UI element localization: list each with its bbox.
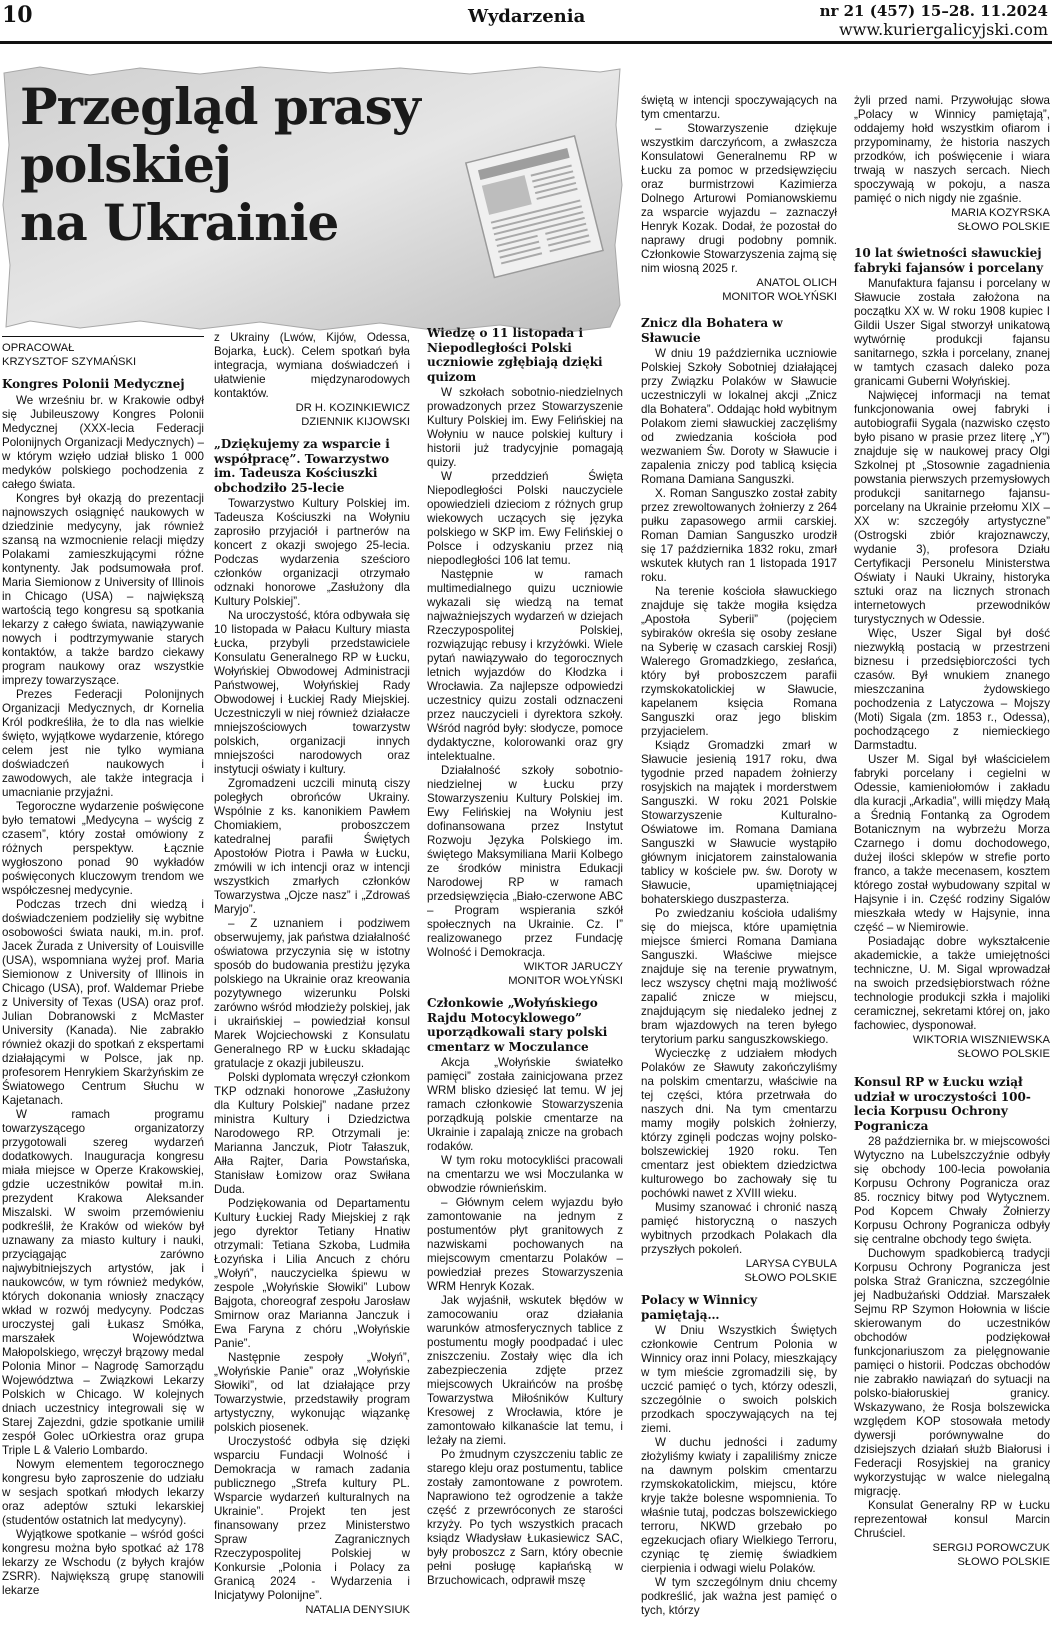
signature: LARYSA CYBULA <box>745 1258 837 1270</box>
column-1 <box>2 336 204 1598</box>
article-heading: 10 lat świetności sławuckiej fabryki fajansów i porcelany <box>854 246 1044 275</box>
article-heading: Członkowie „Wołyńskiego Rajdu Motocyklowego” uporządkowali stary polski cmentarz w Moczulance <box>427 996 608 1054</box>
signature-source: DZIENNIK KIJOWSKI <box>301 416 410 428</box>
signature-source: SŁOWO POLSKIE <box>957 1048 1050 1060</box>
signature: DR H. KOZINKIEWICZ <box>295 402 410 414</box>
article-heading: Kongres Polonii Medycznej <box>2 377 185 391</box>
paragraph: Na terenie kościoła sławuckiego znajduje się także mogiła księdza „Apostoła Syberii” (pojęciem sybiraków określa się osoby zesłane na Syberię w czasach carskiej Rosji) Walerego Gromadzkiego, zesłańca, który był proboszczem parafii rzymskokatolickiej w Sławucie, kapelanem księcia Romana Sanguszki oraz jego bliskim przyjacielem. <box>641 585 837 738</box>
newspaper-icon <box>458 130 608 280</box>
article-heading: Polacy w Winnicy pamiętają… <box>641 1293 758 1322</box>
column-3 <box>427 326 623 1588</box>
paragraph: Jak wyjaśnił, wskutek błędów w zamocowaniu oraz działania warunków atmosferycznych tablice z postumentu mogły poodpadać i ulec zniszczeniu. Zostały więc dla ich zabezpieczenia zdjęte przez miejscowych Ukraińców na prośbę Towarzystwa Miłośników Kultury Kresowej z Wrocławia, które je zamontowało kilkanaście lat temu, i leżały na ziemi. <box>427 1294 623 1447</box>
paragraph: X. Roman Sanguszko został zabity przez zrewoltowanych żołnierzy z 264 pułku zapasowego armii carskiej. Roman Damian Sanguszko urodził się 17 października 1832 roku, zmarł wskutek kłutych ran 1 listopada 1917 roku. <box>641 487 837 584</box>
signature-source: SŁOWO POLSKIE <box>744 1272 837 1284</box>
article-heading: Znicz dla Bohatera w Sławucie <box>641 316 783 345</box>
paragraph: Towarzystwo Kultury Polskiej im. Tadeusza Kościuszki na Wołyniu zaprosiło przyjaciół i partnerów na koncert z okazji swojego 25-lecia. Podczas wydarzenia sześcioro członków organizacji otrzymało odznaki honorowe „Zasłużony dla Kultury Polskiej”. <box>214 497 410 608</box>
byline-author: KRZYSZTOF SZYMAŃSKI <box>2 356 137 368</box>
paragraph: Konsulat Generalny RP w Łucku reprezentował konsul Marcin Chruściel. <box>854 1499 1050 1540</box>
paragraph: Następnie w ramach multimedialnego quizu uczniowie wykazali się wiedzą na temat najważniejszych wydarzeń w dziejach Rzeczypospolitej Polskiej, rozwiązując rebusy i krzyżówki. Wiele pytań nawiązywało do tegorocznych letnich wyjazdów do Kłodzka i Wrocławia. Za najlepsze odpowiedzi uczestnicy quizu zostali odznaczeni przez nauczycieli i dyrektora szkoły. Wśród nagród były: słodycze, pomoce dydaktyczne, kolorowanki oraz gry intelektualne. <box>427 568 623 763</box>
paragraph: Następnie zespoły „Wołyń”, „Wołyńskie Panie” oraz „Wołyńskie Słowiki”, od lat działające przy Towarzystwie, przedstawiły program artystyczny, wykonując wiązankę polskich piosenek. <box>214 1351 410 1434</box>
signature: WIKTOR JARUCZY <box>523 961 623 973</box>
signature: MARIA KOZYRSKA <box>951 207 1050 219</box>
byline <box>2 336 204 369</box>
signature-source: MONITOR WOŁYŃSKI <box>508 975 623 987</box>
paragraph: żyli przed nami. Przywołując słowa „Polacy w Winnicy pamiętają”, oddajemy hołd wszystkim ofiarom i przypominamy, że historia naszych przodków, ich poświęcenie i wiara trwają w naszych sercach. Niech spoczywają w pokoju, a nasza pamięć o nich nigdy nie zgaśnie. <box>854 94 1050 205</box>
paragraph: Po żmudnym czyszczeniu tablic ze starego kleju oraz postumentu, tablice zostały zamontowane z powrotem. Naprawiono też ogrodzenie a także część z przewróconych ze starości krzyży. Po tych wszystkich pracach ksiądz Władysław Łukasiewicz SAC, były proboszcz z Sarn, który obecnie pełni posługę kapłańską w Brzuchowicach, odprawił mszę <box>427 1448 623 1587</box>
paragraph: – Z uznaniem i podziwem obserwujemy, jak państwa działalność oświatowa przyczynia się w istotny sposób do budowania prestiżu języka polskiego na Ukrainie oraz kreowania pozytywnego wizerunku Polski zarówno wśród młodzieży polskiej, jak i ukraińskiej – powiedział konsul Marek Wojciechowski z Konsulatu Generalnego RP w Łucku składając gratulacje z okazji jubileuszu. <box>214 917 410 1070</box>
title-line-2: polskiej <box>20 135 231 194</box>
page-title <box>20 78 440 252</box>
paragraph: Podziękowania od Departamentu Kultury Łuckiej Rady Miejskiej z rąk jego dyrektor Tetiany Hnatiw otrzymali: Tetiana Szkoba, Ludmiła Łozyńska i Lilia Ancuch z chóru „Wołyń”, nauczycielka śpiewu w zespole „Wołyńskie Słowiki” Lubow Bajgota, choreograf zespołu Jarosław Smirnow oraz Marianna Janczuk i Ewa Faryna z chóru „Wołyńskie Panie”. <box>214 1197 410 1350</box>
paragraph: Duchowym spadkobiercą tradycji Korpusu Ochrony Pogranicza jest polska Straż Graniczna, szczególnie jej Nadbużański Oddział. Marszałek Sejmu RP Szymon Hołownia w liście skierowanym do uczestników obchodów podziękował funkcjonariuszom za pielęgnowanie pamięci o historii. Podczas obchodów nie zabrakło nawiązań do sytuacji na polsko-białoruskiej granicy. Wskazywano, że Rosja bolszewicka względem KOP stosowała metody dywersji porównywalne do dzisiejszych działań służb Białorusi i Federacji Rosyjskiej na granicy wykorzystując w walce nielegalną migrację. <box>854 1247 1050 1498</box>
paragraph: Kongres był okazją do prezentacji najnowszych osiągnięć naukowych w dziedzinie medycyny, jak również szansą na wzmocnienie relacji między Polakami zamieszkującymi różne kontynenty. Jak podsumowała prof. Maria Siemionow z University of Illinois in Chicago (USA) – największą wartością tego kongresu są spotkania lekarzy z całego świata, nawiązywanie nowych i podtrzymywanie starych kontaktów, a także bardzo ciekawy program naukowy oraz wszystkie imprezy towarzyszące. <box>2 491 204 687</box>
paragraph: W przeddzień Święta Niepodległości Polski nauczyciele opowiedzieli dzieciom z różnych grup wiekowych uczących się języka polskiego w SKP im. Ewy Felińskiej o Polsce i odzyskaniu przez nią niepodległości 106 lat temu. <box>427 470 623 567</box>
paragraph: Posiadając dobre wykształcenie akademickie, a także umiejętności techniczne, U. M. Sigal wprowadzał na swoich przedsiębiorstwach różne technologie produkcji szkła i majoliki ceramicznej, sekretami której on, jako fachowiec, dysponował. <box>854 935 1050 1032</box>
paragraph: Po zwiedzaniu kościoła udaliśmy się do miejsca, które upamiętnia miejsce śmierci Romana Damiana Sanguszki. Właściwe miejsce znajduje się na terenie prywatnym, lecz wszyscy chętni mają możliwość zapalić znicze w miejscu, znajdującym się niedaleko jednej z bram wjazdowych na teren byłego terytorium parku sanguszkowskiego. <box>641 907 837 1046</box>
title-line-1: Przegląd prasy <box>20 77 420 136</box>
header-rule <box>0 41 1052 44</box>
signature: ANATOL OLICH <box>756 277 837 289</box>
paragraph: Więc, Uszer Sigal był dość niezwykłą postacią w przestrzeni biznesu i przedsiębiorczości tych czasów. Był wnukiem znanego mieszczanina żydowskiego pochodzenia z Latyczowa – Mojszy (Moti) Sigala (zm. 1853 r., Odessa), pochodzącego z niemieckiego Darmstadtu. <box>854 627 1050 752</box>
paragraph: W Dniu Wszystkich Świętych członkowie Centrum Polonia w Winnicy oraz inni Polacy, mieszkający w tym mieście zgromadzili się, by uczcić pamięć o tych, którzy odeszli, szczególnie o swoich polskich przodkach spoczywających na tej ziemi. <box>641 1324 837 1435</box>
paragraph: W dniu 19 października uczniowie Polskiej Szkoły Sobotniej działającej przy Związku Polaków w Sławucie uczestniczyli w lokalnej akcji „Znicz dla Bohatera”. Oddając hołd wybitnym Polakom ziemi sławuckiej zaczęliśmy od zwiedzania kościoła pod wezwaniem Św. Doroty w Sławucie i zapalenia zniczy pod tablicą księcia Romana Damiana Sanguszki. <box>641 347 837 486</box>
paragraph: Ksiądz Gromadzki zmarł w Sławucie jesienią 1917 roku, dwa tygodnie przed napadem żołnierzy rosyjskich na majątek i morderstwem Sanguszki. W roku 2021 Polskie Stowarzyszenie Kulturalno-Oświatowe im. Romana Damiana Sanguszki w Sławucie wystąpiło głównym inicjatorem zainstalowania tablicy w kościele pw. św. Doroty w Sławucie, upamiętniającej bohaterskiego duszpasterza. <box>641 739 837 906</box>
paragraph: Na uroczystość, która odbywała się 10 listopada w Pałacu Kultury miasta Łucka, przybyli przedstawiciele Konsulatu Generalnego RP w Łucku, Wołyńskiej Obwodowej Administracji Państwowej, Wołyńskiej Rady Obwodowej i Łuckiej Rady Miejskiej. Uczestniczyli w niej również działacze mniejszościowych towarzystw polskich, organizacji innych mniejszości narodowych oraz instytucji oświaty i kultury. <box>214 609 410 776</box>
article-heading: Konsul RP w Łucku wziął udział w uroczystości 100-lecia Korpusu Ochrony Pogranicza <box>854 1075 1031 1133</box>
paragraph: Wycieczkę z udziałem młodych Polaków ze Sławuty zakończyliśmy na polskim cmentarzu, właściwie na tej części, która przetrwała do naszych dni. Na tym cmentarzu mamy mogiły polskich żołnierzy, którzy zginęli podczas wojny polsko-bolszewickiej 1920 roku. Ten cmentarz jest obiektem dziedzictwa kulturowego bo zachowały się tu pochówki nawet z XVIII wieku. <box>641 1047 837 1200</box>
paragraph: Działalność szkoły sobotnio-niedzielnej w Łucku przy Stowarzyszeniu Kultury Polskiej im. Ewy Felińskiej na Wołyniu jest dofinansowana przez Instytut Rozwoju Języka Polskiego im. świętego Maksymiliana Marii Kolbego ze środków ministra Edukacji Narodowej RP w ramach przedsięwzięcia „Biało-czerwone ABC – Program wspierania szkół społecznych na Ukrainie. Cz. I” realizowanego przez Fundację Wolność i Demokracja. <box>427 764 623 959</box>
article-heading: „Dziękujemy za wsparcie i współpracę”. Towarzystwo im. Tadeusza Kościuszki obchodziło 25-lecie <box>214 437 390 495</box>
signature-source: SŁOWO POLSKIE <box>957 1556 1050 1568</box>
paragraph: Uszer M. Sigal był właścicielem fabryki porcelany i cegielni w Odessie, kamieniołomów i zakładu dla kuracji „Arkadia”, willi między Małą a Średnią Fontanką za Ogrodem Botanicznym na wybrzeżu Morza Czarnego i domu dochodowego, dużej ilości sklepów w strefie porto franco, a także mecenasem, kosztem którego został wybudowany szpital w Hajsynie i in. Część rodziny Sigalów mieszkała wtedy w Hajsynie, inna część – w Niemirowie. <box>854 753 1050 934</box>
paragraph: Manufaktura fajansu i porcelany w Sławucie została założona na początku XX w. W roku 1908 kupiec I Gildii Uszer Sigal stworzył unikatową wytwórnię produkcji fajansu sanitarnego, szkła i porcelany, znanej w tamtych czasach daleko poza granicami Guberni Wołyńskiej. <box>854 277 1050 388</box>
paragraph: Podczas trzech dni wiedzą i doświadczeniem podzieliły się wybitne osobowości świata nauki, m.in. prof. Jacek Żurada z University of Louisville (USA), wspomniana wyżej prof. Maria Siemionow z University of Illinois in Chicago (USA), prof. Waldemar Priebe z University of Texas (USA) oraz prof. Julian Dobranowski z McMaster University (Kanada). Nie zabrakło również okazji do spotkań z ekspertami działającymi w Polsce, jak np. profesorem Henrykiem Skarżyńskim ze Światowego Centrum Słuchu w Kajetanach. <box>2 897 204 1107</box>
signature: NATALIA DENYSIUK <box>305 1604 410 1616</box>
section-title: Wydarzenia <box>468 6 586 27</box>
issue-number: nr 21 (457) 15–28. 11.2024 <box>819 2 1048 20</box>
paragraph: Uroczystość odbyła się dzięki wsparciu Fundacji Wolność i Demokracja w ramach zadania publicznego „Strefa kultury PL. Wsparcie wydarzeń kulturalnych na Ukrainie”. Projekt ten jest finansowany przez Ministerstwo Spraw Zagranicznych Rzeczypospolitej Polskiej w Konkursie „Polonia i Polacy za Granicą 2024 - Wydarzenia i Inicjatywy Polonijne”. <box>214 1435 410 1602</box>
signature: WIKTORIA WISZNIEWSKA <box>912 1034 1050 1046</box>
paragraph: Najwięcej informacji na temat funkcjonowania owej fabryki i autobiografii Sygala (nazwisko często było pisano w prasie przez literę „Y”) znajduje się w naukowej pracy Olgi Szkolnej pt „Stosownie zagadnienia powstania pierwszych przemysłowych produkcji sanitarnego fajansu-porcelany na Ukrainie przełomu XIX – XX w: szczegóły artystyczne” (Ostrogski zbiór krajoznawczy, wydanie 3), profesora Działu Certyfikacji Personelu Ministerstwa Oświaty i Nauki Ukrainy, historyka sztuki oraz na licznych stronach internetowych przewodników turystycznych w Odessie. <box>854 389 1050 626</box>
paragraph: We wrześniu br. w Krakowie odbył się Jubileuszowy Kongres Polonii Medycznej (XXX-lecia Federacji Polonijnych Organizacji Medycznych) – w którym wzięło udział blisko 1 000 medyków polskiego pochodzenia z całego świata. <box>2 393 204 491</box>
paragraph: Akcja „Wołyńskie światełko pamięci” została zainicjowana przez WRM blisko dziesięć lat temu. W jej ramach członkowie Stowarzyszenia porządkują polskie cmentarze na Ukrainie i zapalają znicze na grobach rodaków. <box>427 1056 623 1153</box>
signature-source: SŁOWO POLSKIE <box>957 221 1050 233</box>
paragraph: Polski dyplomata wręczył członkom TKP odznaki honorowe „Zasłużony dla Kultury Polskiej” nadane przez ministra Kultury i Dziedzictwa Narodowego RP. Otrzymali je: Marianna Janczuk, Piotr Tałaszuk, Ałła Rajter, Daria Powstańska, Stanisław Łomizow oraz Swiłana Duda. <box>214 1071 410 1196</box>
paragraph: Nowym elementem tegorocznego kongresu było zaproszenie do udziału w sesjach spotkań młodych lekarzy oraz adeptów sztuki lekarskiej (studentów ostatnich lat medycyny). <box>2 1457 204 1527</box>
paragraph: Wyjątkowe spotkanie – wśród gości kongresu można było spotkać aż 178 lekarzy ze Wschodu (z byłych krajów ZSRR). Największą grupę stanowili lekarze <box>2 1527 204 1597</box>
signature: SERGIJ POROWCZUK <box>932 1542 1050 1554</box>
paragraph: – Głównym celem wyjazdu było zamontowanie na jednym z postumentów płyt granitowych z nazwiskami pochowanych na miejscowym cmentarzu Polaków – powiedział prezes Stowarzyszenia WRM Henryk Kozak. <box>427 1196 623 1293</box>
column-2 <box>214 331 410 1617</box>
paragraph: świętą w intencji spoczywających na tym cmentarzu. <box>641 94 837 121</box>
page-number: 10 <box>2 2 33 28</box>
paragraph: Prezes Federacji Polonijnych Organizacji Medycznych, dr Kornelia Król podkreśliła, że to dla nas wielkie święto, wyjątkowe wydarzenie, którego celem jest nie tylko wymiana doświadczeń naukowych i zawodowych, ale także integracja i umacnianie przyjaźni. <box>2 687 204 799</box>
column-4 <box>641 94 837 1618</box>
paragraph: Zgromadzeni uczcili minutą ciszy poległych obrońców Ukrainy. Wspólnie z ks. kanonikiem Pawłem Chomiakiem, proboszczem katedralnej parafii Świętych Apostołów Piotra i Pawła w Łucku, zmówili w ich intencji oraz w intencji wszystkich zmarłych członków Towarzystwa „Ojcze nasz” i „Zdrowaś Maryjo”. <box>214 777 410 916</box>
website-url[interactable]: www.kuriergalicyjski.com <box>838 20 1048 39</box>
paragraph: W ramach programu towarzyszącego organizatorzy przygotowali szereg wydarzeń dodatkowych. Inauguracja kongresu miała miejsce w Operze Krakowskiej, gdzie uczestników powitał m.in. prezydent Krakowa Aleksander Miszalski. W swoim przemówieniu podkreślił, że Kraków od wieków był uznawany za miasto kultury i nauki, przyciągając zarówno najwybitniejszych artystów, jak i naukowców, w tym również medyków, których dokonania wniosły znaczący wkład w rozwój medycyny. Podczas uroczystej gali Łukasz Smółka, marszałek Województwa Małopolskiego, wręczył brązowy medal Polonia Minor – Nagrodę Samorządu Województwa – Związkowi Lekarzy Polskich w Chicago. W kolejnych dniach uczestnicy integrowali się w Starej Zajezdni, gdzie spotkanie umilił zespół Golec uOrkiestra oraz grupa Triple L & Valerio Lombardo. <box>2 1107 204 1457</box>
paragraph: z Ukrainy (Lwów, Kijów, Odessa, Bojarka, Łuck). Celem spotkań była integracja, wymiana doświadczeń i ułatwienie międzynarodowych kontaktów. <box>214 331 410 400</box>
paragraph: W duchu jedności i zadumy złożyliśmy kwiaty i zapaliliśmy znicze na dawnym polskim cmentarzu rzymskokatolickim, miejscu, które kryje także bolesne wspomnienia. To właśnie tutaj, podczas bolszewickiego terroru, NKWD grzebało po egzekucjach ofiary Wielkiego Terroru, czyniąc tę ziemię świadkiem cierpienia i odwagi wielu Polaków. <box>641 1436 837 1575</box>
paragraph: W szkołach sobotnio-niedzielnych prowadzonych przez Stowarzyszenie Kultury Polskiej im. Ewy Felińskiej na Wołyniu w nauce polskiej kultury i historii już tradycyjnie pomagają quizy. <box>427 386 623 469</box>
paragraph: – Stowarzyszenie dziękuje wszystkim darczyńcom, a zwłaszcza Konsulatowi Generalnemu RP w Łucku za pomoc w przedsięwzięciu oraz burmistrzowi Kazimierza Dolnego Arturowi Pomianowskiemu za wsparcie wyjazdu – zaznaczył Henryk Kozak. Dodał, że pozostał do naprawy drugi podobny pomnik. Członkowie Stowarzyszenia zajmą się nim wiosną 2025 r. <box>641 122 837 275</box>
title-line-3: na Ukrainie <box>20 193 339 252</box>
byline-label: OPRACOWAŁ <box>2 342 75 354</box>
paragraph: 28 października br. w miejscowości Wytyczno na Lubelszczyźnie odbyły się obchody 100-lecia powołania Korpusu Ochrony Pogranicza oraz 85. rocznicy bitwy pod Wytycznem. Pod Kopcem Chwały Żołnierzy Korpusu Ochrony Pogranicza odbyły się centralne obchody tego święta. <box>854 1135 1050 1246</box>
paragraph: W tym roku motocykliści pracowali na cmentarzu we wsi Moczulanka w obwodzie równieńskim. <box>427 1154 623 1195</box>
column-5 <box>854 94 1050 1569</box>
paragraph: Musimy szanować i chronić naszą pamięć historyczną o naszych wybitnych przodkach Polakach dla przyszłych pokoleń. <box>641 1201 837 1256</box>
page-header <box>0 0 1052 46</box>
paragraph: W tym szczególnym dniu chcemy podkreślić, jak ważna jest pamięć o tych, którzy <box>641 1576 837 1617</box>
signature-source: MONITOR WOŁYŃSKI <box>722 291 837 303</box>
paragraph: Tegoroczne wydarzenie poświęcone było tematowi „Medycyna – wyścig z czasem”, który został omówiony z różnych perspektyw. Łącznie wygłoszono ponad 90 wykładów poświęconych kluczowym trendom we współczesnej medycynie. <box>2 799 204 897</box>
article-heading: Wiedzę o 11 listopada i Niepodległości Polski uczniowie zgłębiają dzięki quizom <box>427 326 603 384</box>
